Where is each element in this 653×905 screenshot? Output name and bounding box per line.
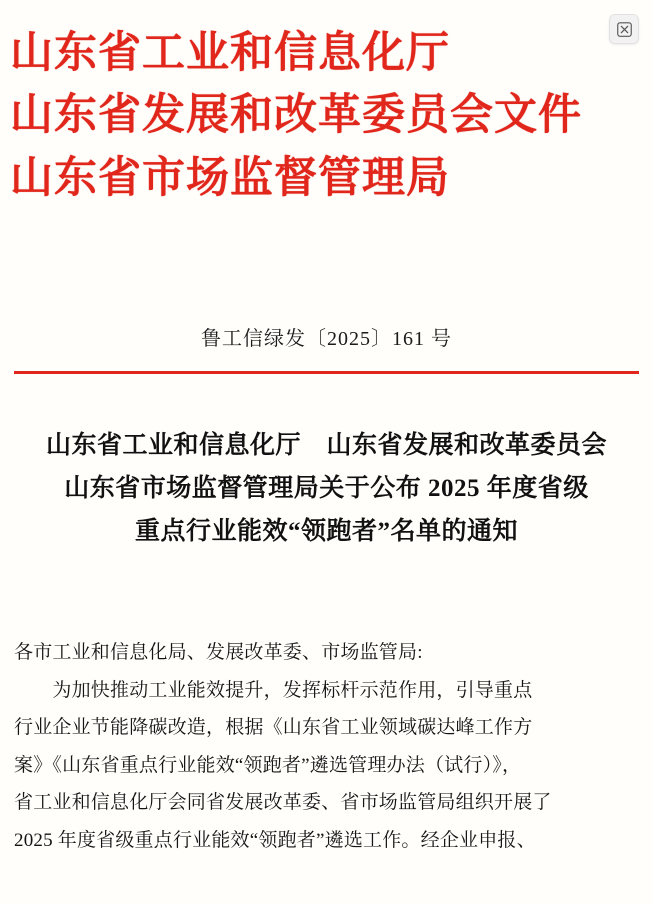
salutation: 各市工业和信息化局、发展改革委、市场监管局: (14, 642, 423, 663)
body-line-2: 行业企业节能降碳改造，根据《山东省工业领域碳达峰工作方 (14, 717, 533, 739)
title-line-1: 山东省工业和信息化厅 山东省发展和改革委员会 (45, 432, 607, 459)
body-line-3: 案》《山东省重点行业能效“领跑者”遴选管理办法（试行）》， (14, 754, 522, 776)
document-body (14, 634, 641, 860)
masthead-line-1: 山东省工业和信息化厅 (10, 28, 450, 78)
body-line-5: 2025 年度省级重点行业能效“领跑者”遴选工作。经企业申报、 (14, 830, 536, 852)
body-line-1: 为加快推动工业能效提升，发挥标杆示范作用，引导重点 (14, 679, 533, 701)
body-line-4: 省工业和信息化厅会同省发展改革委、省市场监管局组织开展了 (14, 792, 552, 814)
red-divider-rule (14, 371, 639, 374)
masthead-line-3: 山东省市场监督管理局 (10, 152, 450, 203)
document-masthead (10, 22, 643, 209)
masthead-line-2: 山东省发展和改革委员会文件 (10, 90, 582, 141)
title-line-3: 重点行业能效“领跑者”名单的通知 (134, 518, 518, 545)
document-title (8, 424, 645, 553)
title-line-2: 山东省市场监督管理局关于公布 2025 年度省级 (64, 475, 589, 502)
document-number: 鲁工信绿发〔2025〕161 号 (201, 328, 452, 350)
